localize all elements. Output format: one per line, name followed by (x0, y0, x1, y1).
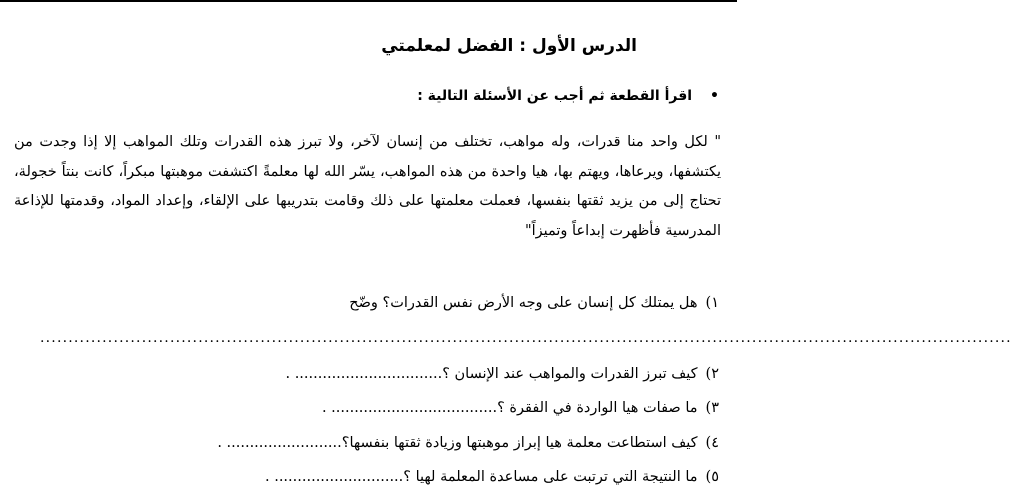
question-text: هل يمتلك كل إنسان على وجه الأرض نفس القدرات؟ وضّح (349, 295, 698, 311)
question-number: ٤) (705, 435, 719, 451)
question-3 (322, 400, 719, 416)
question-text: ما النتيجة التي ترتبت على مساعدة المعلمة لهيا ؟............................ . (265, 469, 698, 485)
instruction-text: اقرأ القطعة ثم أجب عن الأسئلة التالية : (417, 88, 693, 104)
bullet-icon: • (710, 88, 719, 104)
question-5 (265, 469, 719, 485)
question-2 (285, 366, 719, 382)
reading-passage: " لكل واحد منا قدرات، وله مواهب، تختلف من إنسان لآخر، ولا تبرز هذه القدرات وتلك المواهب إلا إذا وجدت من يكتشفها، ويرعاها، ويهتم بها، هيا واحدة من هذه المواهب، يسّر الله لها معلمةً اكتشفت موهبتها مبكراً، كانت بنتاً خجولة، تحتاج إلى من يزيد ثقتها بنفسها، فعملت معلمتها على ذلك وقامت بتدريبها على الإلقاء، وإعداد المواد، وقدمتها للإذاعة المدرسية فأظهرت إبداعاً وتميزاً" (14, 134, 721, 239)
question-number: ٣) (705, 400, 719, 416)
lesson-title: الدرس الأول : الفضل لمعلمتي (381, 36, 637, 56)
instruction-line (417, 88, 719, 104)
question-number: ٥) (705, 469, 719, 485)
question-4 (217, 435, 719, 451)
question-text: ما صفات هيا الواردة في الفقرة ؟.................................... . (321, 400, 698, 416)
top-border-line (0, 0, 737, 2)
question-1 (349, 295, 719, 311)
question-text: كيف تبرز القدرات والمواهب عند الإنسان ؟................................ . (285, 366, 698, 382)
question-text: كيف استطاعت معلمة هيا إبراز موهبتها وزيادة ثقتها بنفسها؟......................... . (217, 435, 698, 451)
question-number: ١) (705, 295, 719, 311)
answer-line: ............................................................................................................................................................................ (40, 330, 1012, 346)
question-number: ٢) (705, 366, 719, 382)
